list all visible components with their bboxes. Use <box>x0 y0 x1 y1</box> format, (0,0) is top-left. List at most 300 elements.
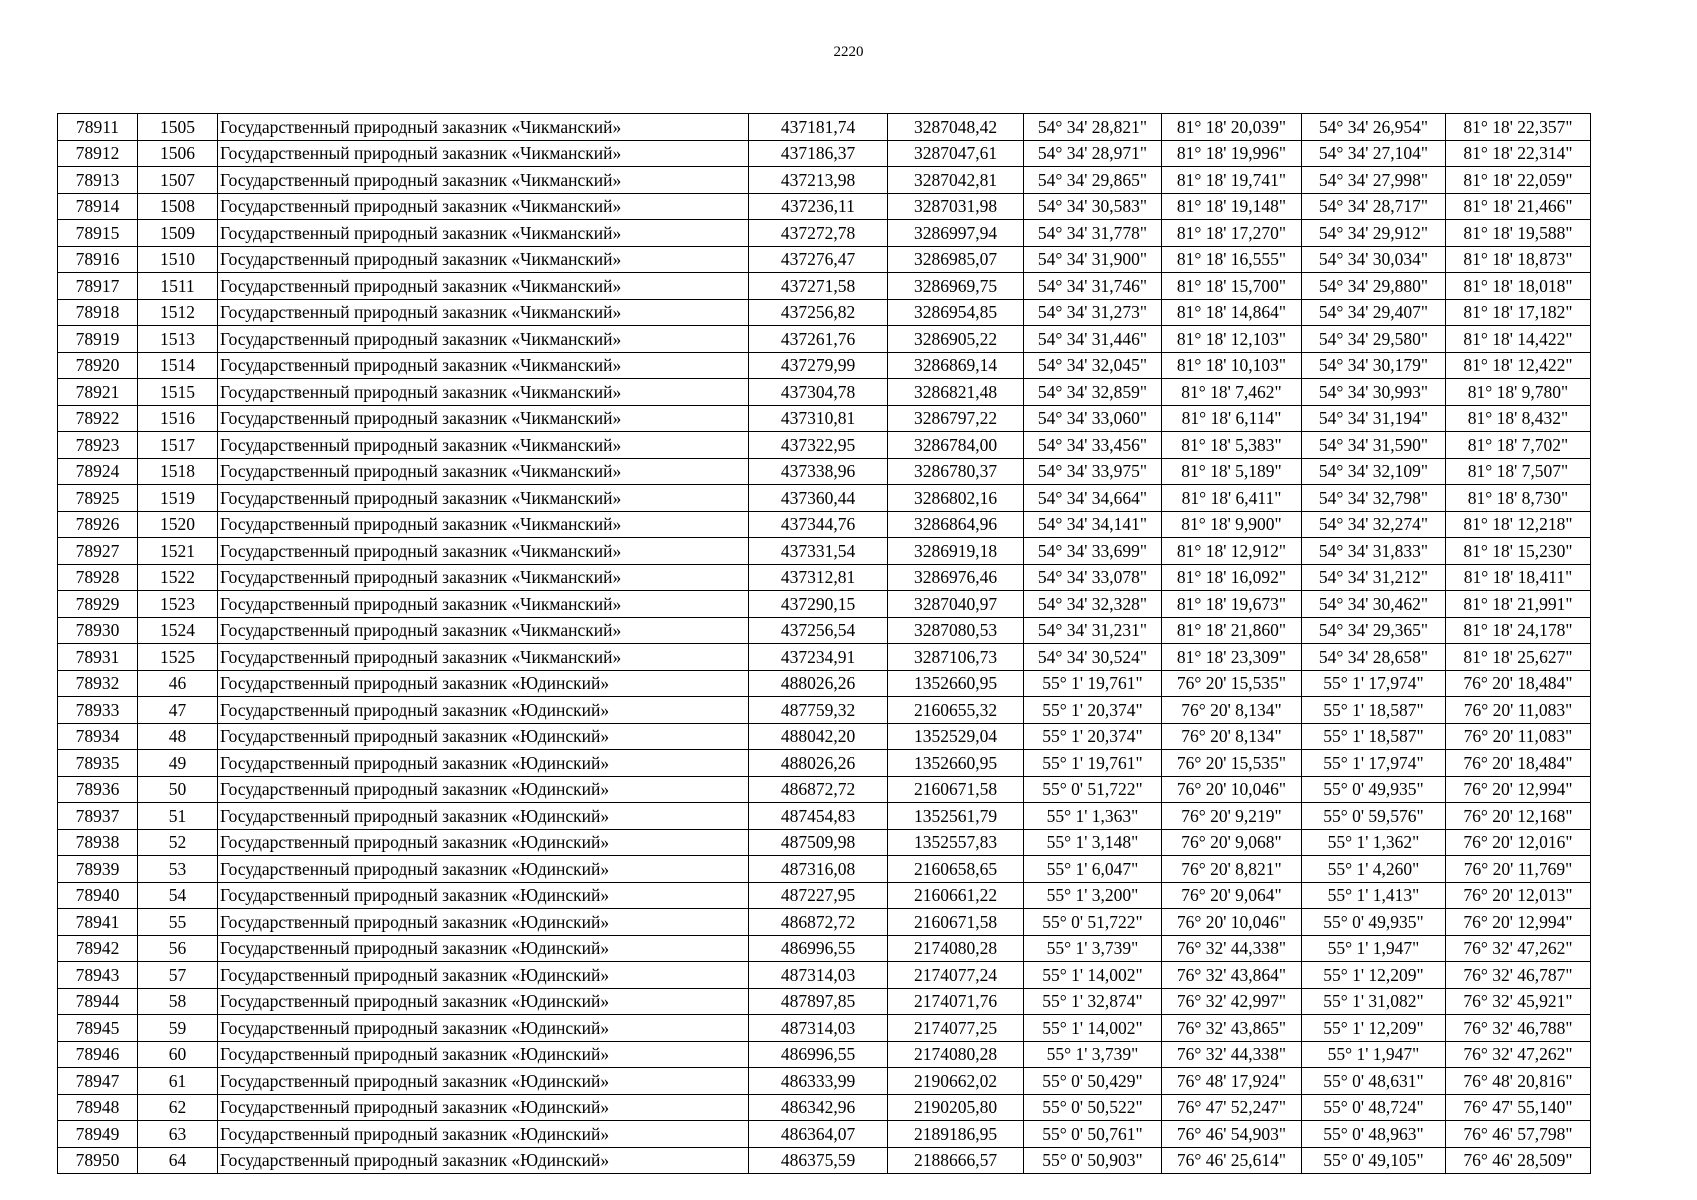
record-number-cell: 78930 <box>58 617 138 644</box>
latitude-1-cell: 54° 34' 30,524" <box>1024 644 1162 671</box>
page-number: 2220 <box>833 44 864 60</box>
y-coordinate-cell: 1352660,95 <box>888 670 1024 697</box>
x-coordinate-cell: 487314,03 <box>749 1015 888 1042</box>
latitude-2-cell: 54° 34' 30,179" <box>1302 352 1446 379</box>
latitude-1-cell: 54° 34' 33,060" <box>1024 405 1162 432</box>
longitude-2-cell: 81° 18' 9,780" <box>1446 379 1591 406</box>
point-number-cell: 61 <box>138 1068 218 1095</box>
table-row <box>58 299 1591 326</box>
latitude-1-cell: 54° 34' 28,821" <box>1024 114 1162 141</box>
longitude-2-cell: 76° 20' 12,013" <box>1446 882 1591 909</box>
x-coordinate-cell: 437338,96 <box>749 458 888 485</box>
point-number-cell: 49 <box>138 750 218 777</box>
latitude-2-cell: 55° 1' 1,413" <box>1302 882 1446 909</box>
record-number-cell: 78925 <box>58 485 138 512</box>
longitude-2-cell: 76° 20' 18,484" <box>1446 750 1591 777</box>
record-number-cell: 78927 <box>58 538 138 565</box>
latitude-1-cell: 54° 34' 31,746" <box>1024 273 1162 300</box>
table-row <box>58 405 1591 432</box>
longitude-2-cell: 76° 20' 12,994" <box>1446 909 1591 936</box>
territory-name-cell: Государственный природный заказник «Чикманский» <box>218 220 749 247</box>
record-number-cell: 78924 <box>58 458 138 485</box>
table-row <box>58 511 1591 538</box>
latitude-2-cell: 54° 34' 32,274" <box>1302 511 1446 538</box>
latitude-1-cell: 54° 34' 31,778" <box>1024 220 1162 247</box>
longitude-2-cell: 76° 32' 46,788" <box>1446 1015 1591 1042</box>
table-row <box>58 1068 1591 1095</box>
territory-name-cell: Государственный природный заказник «Чикманский» <box>218 352 749 379</box>
x-coordinate-cell: 437344,76 <box>749 511 888 538</box>
latitude-2-cell: 55° 1' 17,974" <box>1302 750 1446 777</box>
point-number-cell: 1508 <box>138 193 218 220</box>
longitude-1-cell: 76° 20' 8,134" <box>1162 723 1302 750</box>
record-number-cell: 78926 <box>58 511 138 538</box>
y-coordinate-cell: 2188666,57 <box>888 1147 1024 1174</box>
longitude-2-cell: 76° 32' 46,787" <box>1446 962 1591 989</box>
table-row <box>58 723 1591 750</box>
point-number-cell: 58 <box>138 988 218 1015</box>
table-row <box>58 1015 1591 1042</box>
record-number-cell: 78946 <box>58 1041 138 1068</box>
latitude-2-cell: 55° 1' 17,974" <box>1302 670 1446 697</box>
record-number-cell: 78920 <box>58 352 138 379</box>
longitude-1-cell: 81° 18' 15,700" <box>1162 273 1302 300</box>
latitude-1-cell: 55° 1' 14,002" <box>1024 1015 1162 1042</box>
table-row <box>58 856 1591 883</box>
y-coordinate-cell: 2160671,58 <box>888 909 1024 936</box>
x-coordinate-cell: 437271,58 <box>749 273 888 300</box>
longitude-2-cell: 76° 20' 11,083" <box>1446 723 1591 750</box>
point-number-cell: 64 <box>138 1147 218 1174</box>
territory-name-cell: Государственный природный заказник «Чикманский» <box>218 644 749 671</box>
y-coordinate-cell: 3287080,53 <box>888 617 1024 644</box>
y-coordinate-cell: 2160658,65 <box>888 856 1024 883</box>
point-number-cell: 1525 <box>138 644 218 671</box>
y-coordinate-cell: 1352557,83 <box>888 829 1024 856</box>
territory-name-cell: Государственный природный заказник «Юдинский» <box>218 962 749 989</box>
x-coordinate-cell: 437276,47 <box>749 246 888 273</box>
record-number-cell: 78922 <box>58 405 138 432</box>
latitude-2-cell: 55° 1' 31,082" <box>1302 988 1446 1015</box>
x-coordinate-cell: 486333,99 <box>749 1068 888 1095</box>
x-coordinate-cell: 437304,78 <box>749 379 888 406</box>
record-number-cell: 78947 <box>58 1068 138 1095</box>
longitude-1-cell: 76° 20' 8,821" <box>1162 856 1302 883</box>
point-number-cell: 1511 <box>138 273 218 300</box>
record-number-cell: 78932 <box>58 670 138 697</box>
x-coordinate-cell: 437279,99 <box>749 352 888 379</box>
point-number-cell: 1519 <box>138 485 218 512</box>
territory-name-cell: Государственный природный заказник «Чикманский» <box>218 299 749 326</box>
y-coordinate-cell: 3286969,75 <box>888 273 1024 300</box>
x-coordinate-cell: 437256,82 <box>749 299 888 326</box>
territory-name-cell: Государственный природный заказник «Чикманский» <box>218 564 749 591</box>
territory-name-cell: Государственный природный заказник «Чикманский» <box>218 485 749 512</box>
x-coordinate-cell: 437290,15 <box>749 591 888 618</box>
x-coordinate-cell: 486872,72 <box>749 909 888 936</box>
latitude-1-cell: 54° 34' 33,975" <box>1024 458 1162 485</box>
table-row <box>58 326 1591 353</box>
longitude-2-cell: 81° 18' 8,432" <box>1446 405 1591 432</box>
coordinates-table <box>57 113 1591 1174</box>
record-number-cell: 78912 <box>58 140 138 167</box>
latitude-2-cell: 54° 34' 30,993" <box>1302 379 1446 406</box>
y-coordinate-cell: 3286997,94 <box>888 220 1024 247</box>
record-number-cell: 78944 <box>58 988 138 1015</box>
latitude-1-cell: 54° 34' 33,078" <box>1024 564 1162 591</box>
point-number-cell: 59 <box>138 1015 218 1042</box>
record-number-cell: 78921 <box>58 379 138 406</box>
record-number-cell: 78929 <box>58 591 138 618</box>
longitude-1-cell: 81° 18' 17,270" <box>1162 220 1302 247</box>
table-row <box>58 114 1591 141</box>
x-coordinate-cell: 488026,26 <box>749 670 888 697</box>
territory-name-cell: Государственный природный заказник «Юдинский» <box>218 935 749 962</box>
table-row <box>58 538 1591 565</box>
x-coordinate-cell: 487897,85 <box>749 988 888 1015</box>
longitude-1-cell: 81° 18' 19,148" <box>1162 193 1302 220</box>
latitude-1-cell: 55° 0' 51,722" <box>1024 909 1162 936</box>
table-row <box>58 670 1591 697</box>
record-number-cell: 78950 <box>58 1147 138 1174</box>
latitude-2-cell: 55° 1' 18,587" <box>1302 723 1446 750</box>
territory-name-cell: Государственный природный заказник «Юдинский» <box>218 697 749 724</box>
y-coordinate-cell: 3287047,61 <box>888 140 1024 167</box>
longitude-1-cell: 76° 20' 10,046" <box>1162 909 1302 936</box>
territory-name-cell: Государственный природный заказник «Чикманский» <box>218 458 749 485</box>
territory-name-cell: Государственный природный заказник «Юдинский» <box>218 1041 749 1068</box>
longitude-1-cell: 81° 18' 19,673" <box>1162 591 1302 618</box>
longitude-2-cell: 76° 20' 12,168" <box>1446 803 1591 830</box>
x-coordinate-cell: 487314,03 <box>749 962 888 989</box>
latitude-1-cell: 55° 1' 3,739" <box>1024 1041 1162 1068</box>
latitude-2-cell: 54° 34' 31,212" <box>1302 564 1446 591</box>
x-coordinate-cell: 437181,74 <box>749 114 888 141</box>
y-coordinate-cell: 2174071,76 <box>888 988 1024 1015</box>
point-number-cell: 1521 <box>138 538 218 565</box>
longitude-1-cell: 81° 18' 7,462" <box>1162 379 1302 406</box>
y-coordinate-cell: 3286864,96 <box>888 511 1024 538</box>
table-row <box>58 379 1591 406</box>
table-row <box>58 750 1591 777</box>
longitude-1-cell: 81° 18' 5,383" <box>1162 432 1302 459</box>
x-coordinate-cell: 437186,37 <box>749 140 888 167</box>
point-number-cell: 1518 <box>138 458 218 485</box>
x-coordinate-cell: 437322,95 <box>749 432 888 459</box>
latitude-2-cell: 55° 0' 49,105" <box>1302 1147 1446 1174</box>
point-number-cell: 54 <box>138 882 218 909</box>
latitude-1-cell: 54° 34' 34,141" <box>1024 511 1162 538</box>
y-coordinate-cell: 3286985,07 <box>888 246 1024 273</box>
x-coordinate-cell: 437331,54 <box>749 538 888 565</box>
y-coordinate-cell: 3286954,85 <box>888 299 1024 326</box>
y-coordinate-cell: 3286905,22 <box>888 326 1024 353</box>
latitude-2-cell: 54° 34' 30,462" <box>1302 591 1446 618</box>
longitude-2-cell: 81° 18' 25,627" <box>1446 644 1591 671</box>
longitude-2-cell: 76° 20' 18,484" <box>1446 670 1591 697</box>
territory-name-cell: Государственный природный заказник «Юдинский» <box>218 1094 749 1121</box>
longitude-2-cell: 81° 18' 12,218" <box>1446 511 1591 538</box>
longitude-1-cell: 81° 18' 6,411" <box>1162 485 1302 512</box>
longitude-1-cell: 76° 20' 8,134" <box>1162 697 1302 724</box>
record-number-cell: 78919 <box>58 326 138 353</box>
territory-name-cell: Государственный природный заказник «Юдинский» <box>218 670 749 697</box>
table-body <box>58 114 1591 1174</box>
point-number-cell: 1507 <box>138 167 218 194</box>
longitude-2-cell: 76° 48' 20,816" <box>1446 1068 1591 1095</box>
record-number-cell: 78917 <box>58 273 138 300</box>
table-row <box>58 246 1591 273</box>
longitude-2-cell: 76° 20' 12,994" <box>1446 776 1591 803</box>
table-row <box>58 909 1591 936</box>
longitude-1-cell: 76° 32' 43,865" <box>1162 1015 1302 1042</box>
longitude-1-cell: 76° 32' 44,338" <box>1162 935 1302 962</box>
table-row <box>58 352 1591 379</box>
latitude-2-cell: 54° 34' 30,034" <box>1302 246 1446 273</box>
point-number-cell: 1505 <box>138 114 218 141</box>
record-number-cell: 78943 <box>58 962 138 989</box>
longitude-2-cell: 81° 18' 18,411" <box>1446 564 1591 591</box>
x-coordinate-cell: 487759,32 <box>749 697 888 724</box>
latitude-2-cell: 55° 0' 59,576" <box>1302 803 1446 830</box>
x-coordinate-cell: 486996,55 <box>749 1041 888 1068</box>
latitude-1-cell: 54° 34' 31,446" <box>1024 326 1162 353</box>
x-coordinate-cell: 437310,81 <box>749 405 888 432</box>
point-number-cell: 1523 <box>138 591 218 618</box>
territory-name-cell: Государственный природный заказник «Юдинский» <box>218 750 749 777</box>
territory-name-cell: Государственный природный заказник «Чикманский» <box>218 405 749 432</box>
latitude-2-cell: 55° 0' 49,935" <box>1302 909 1446 936</box>
record-number-cell: 78938 <box>58 829 138 856</box>
latitude-2-cell: 54° 34' 31,833" <box>1302 538 1446 565</box>
table-row <box>58 617 1591 644</box>
territory-name-cell: Государственный природный заказник «Юдинский» <box>218 1015 749 1042</box>
longitude-2-cell: 81° 18' 24,178" <box>1446 617 1591 644</box>
territory-name-cell: Государственный природный заказник «Чикманский» <box>218 114 749 141</box>
latitude-1-cell: 55° 0' 50,522" <box>1024 1094 1162 1121</box>
latitude-1-cell: 54° 34' 32,859" <box>1024 379 1162 406</box>
longitude-1-cell: 76° 46' 25,614" <box>1162 1147 1302 1174</box>
x-coordinate-cell: 486342,96 <box>749 1094 888 1121</box>
record-number-cell: 78928 <box>58 564 138 591</box>
table-row <box>58 167 1591 194</box>
latitude-2-cell: 54° 34' 32,798" <box>1302 485 1446 512</box>
longitude-2-cell: 81° 18' 15,230" <box>1446 538 1591 565</box>
latitude-2-cell: 54° 34' 31,194" <box>1302 405 1446 432</box>
latitude-1-cell: 54° 34' 32,045" <box>1024 352 1162 379</box>
point-number-cell: 1506 <box>138 140 218 167</box>
table-row <box>58 485 1591 512</box>
latitude-1-cell: 55° 0' 50,429" <box>1024 1068 1162 1095</box>
longitude-2-cell: 81° 18' 22,314" <box>1446 140 1591 167</box>
longitude-1-cell: 81° 18' 16,555" <box>1162 246 1302 273</box>
longitude-2-cell: 81° 18' 17,182" <box>1446 299 1591 326</box>
table-row <box>58 432 1591 459</box>
table-row <box>58 697 1591 724</box>
longitude-1-cell: 81° 18' 6,114" <box>1162 405 1302 432</box>
x-coordinate-cell: 486364,07 <box>749 1121 888 1148</box>
latitude-1-cell: 55° 1' 19,761" <box>1024 750 1162 777</box>
point-number-cell: 60 <box>138 1041 218 1068</box>
point-number-cell: 1524 <box>138 617 218 644</box>
record-number-cell: 78936 <box>58 776 138 803</box>
latitude-1-cell: 55° 0' 51,722" <box>1024 776 1162 803</box>
y-coordinate-cell: 3286802,16 <box>888 485 1024 512</box>
latitude-1-cell: 55° 1' 6,047" <box>1024 856 1162 883</box>
point-number-cell: 1516 <box>138 405 218 432</box>
latitude-2-cell: 54° 34' 32,109" <box>1302 458 1446 485</box>
longitude-2-cell: 76° 32' 47,262" <box>1446 935 1591 962</box>
longitude-1-cell: 76° 32' 44,338" <box>1162 1041 1302 1068</box>
latitude-1-cell: 54° 34' 31,273" <box>1024 299 1162 326</box>
point-number-cell: 53 <box>138 856 218 883</box>
record-number-cell: 78933 <box>58 697 138 724</box>
longitude-2-cell: 81° 18' 21,466" <box>1446 193 1591 220</box>
latitude-1-cell: 54° 34' 30,583" <box>1024 193 1162 220</box>
latitude-1-cell: 54° 34' 31,231" <box>1024 617 1162 644</box>
latitude-1-cell: 55° 1' 3,739" <box>1024 935 1162 962</box>
longitude-2-cell: 81° 18' 22,357" <box>1446 114 1591 141</box>
record-number-cell: 78923 <box>58 432 138 459</box>
latitude-1-cell: 55° 1' 1,363" <box>1024 803 1162 830</box>
territory-name-cell: Государственный природный заказник «Чикманский» <box>218 326 749 353</box>
table-row <box>58 776 1591 803</box>
latitude-1-cell: 55° 1' 20,374" <box>1024 697 1162 724</box>
latitude-2-cell: 54° 34' 31,590" <box>1302 432 1446 459</box>
longitude-1-cell: 81° 18' 16,092" <box>1162 564 1302 591</box>
territory-name-cell: Государственный природный заказник «Юдинский» <box>218 909 749 936</box>
latitude-1-cell: 55° 0' 50,761" <box>1024 1121 1162 1148</box>
record-number-cell: 78948 <box>58 1094 138 1121</box>
territory-name-cell: Государственный природный заказник «Юдинский» <box>218 723 749 750</box>
point-number-cell: 63 <box>138 1121 218 1148</box>
point-number-cell: 50 <box>138 776 218 803</box>
territory-name-cell: Государственный природный заказник «Юдинский» <box>218 1147 749 1174</box>
y-coordinate-cell: 1352561,79 <box>888 803 1024 830</box>
x-coordinate-cell: 437312,81 <box>749 564 888 591</box>
longitude-1-cell: 76° 48' 17,924" <box>1162 1068 1302 1095</box>
x-coordinate-cell: 437261,76 <box>749 326 888 353</box>
y-coordinate-cell: 3286919,18 <box>888 538 1024 565</box>
longitude-1-cell: 81° 18' 9,900" <box>1162 511 1302 538</box>
longitude-2-cell: 81° 18' 8,730" <box>1446 485 1591 512</box>
table-row <box>58 988 1591 1015</box>
y-coordinate-cell: 2160671,58 <box>888 776 1024 803</box>
y-coordinate-cell: 3286780,37 <box>888 458 1024 485</box>
territory-name-cell: Государственный природный заказник «Юдинский» <box>218 1121 749 1148</box>
table-row <box>58 1041 1591 1068</box>
table-row <box>58 273 1591 300</box>
table-row <box>58 1147 1591 1174</box>
x-coordinate-cell: 437213,98 <box>749 167 888 194</box>
longitude-1-cell: 81° 18' 10,103" <box>1162 352 1302 379</box>
y-coordinate-cell: 3286869,14 <box>888 352 1024 379</box>
latitude-2-cell: 54° 34' 29,912" <box>1302 220 1446 247</box>
y-coordinate-cell: 3287042,81 <box>888 167 1024 194</box>
longitude-1-cell: 76° 20' 9,068" <box>1162 829 1302 856</box>
latitude-2-cell: 55° 1' 1,947" <box>1302 935 1446 962</box>
longitude-1-cell: 81° 18' 5,189" <box>1162 458 1302 485</box>
y-coordinate-cell: 2174080,28 <box>888 935 1024 962</box>
longitude-2-cell: 81° 18' 7,507" <box>1446 458 1591 485</box>
territory-name-cell: Государственный природный заказник «Чикманский» <box>218 273 749 300</box>
longitude-1-cell: 76° 20' 15,535" <box>1162 750 1302 777</box>
longitude-2-cell: 76° 46' 28,509" <box>1446 1147 1591 1174</box>
latitude-1-cell: 55° 1' 19,761" <box>1024 670 1162 697</box>
latitude-1-cell: 55° 0' 50,903" <box>1024 1147 1162 1174</box>
y-coordinate-cell: 1352529,04 <box>888 723 1024 750</box>
y-coordinate-cell: 2190662,02 <box>888 1068 1024 1095</box>
latitude-1-cell: 54° 34' 33,456" <box>1024 432 1162 459</box>
x-coordinate-cell: 437256,54 <box>749 617 888 644</box>
latitude-2-cell: 55° 0' 48,631" <box>1302 1068 1446 1095</box>
y-coordinate-cell: 3286976,46 <box>888 564 1024 591</box>
point-number-cell: 1517 <box>138 432 218 459</box>
x-coordinate-cell: 486872,72 <box>749 776 888 803</box>
y-coordinate-cell: 2160661,22 <box>888 882 1024 909</box>
record-number-cell: 78916 <box>58 246 138 273</box>
table-row <box>58 803 1591 830</box>
y-coordinate-cell: 2174077,25 <box>888 1015 1024 1042</box>
y-coordinate-cell: 2174077,24 <box>888 962 1024 989</box>
territory-name-cell: Государственный природный заказник «Чикманский» <box>218 617 749 644</box>
x-coordinate-cell: 486375,59 <box>749 1147 888 1174</box>
longitude-2-cell: 81° 18' 19,588" <box>1446 220 1591 247</box>
point-number-cell: 56 <box>138 935 218 962</box>
table-row <box>58 644 1591 671</box>
table-row <box>58 882 1591 909</box>
record-number-cell: 78915 <box>58 220 138 247</box>
record-number-cell: 78941 <box>58 909 138 936</box>
longitude-1-cell: 76° 20' 15,535" <box>1162 670 1302 697</box>
point-number-cell: 48 <box>138 723 218 750</box>
point-number-cell: 55 <box>138 909 218 936</box>
latitude-2-cell: 55° 1' 12,209" <box>1302 1015 1446 1042</box>
x-coordinate-cell: 488042,20 <box>749 723 888 750</box>
y-coordinate-cell: 3287048,42 <box>888 114 1024 141</box>
record-number-cell: 78942 <box>58 935 138 962</box>
x-coordinate-cell: 437360,44 <box>749 485 888 512</box>
record-number-cell: 78931 <box>58 644 138 671</box>
record-number-cell: 78935 <box>58 750 138 777</box>
record-number-cell: 78945 <box>58 1015 138 1042</box>
table-row <box>58 193 1591 220</box>
latitude-2-cell: 54° 34' 28,717" <box>1302 193 1446 220</box>
latitude-1-cell: 54° 34' 34,664" <box>1024 485 1162 512</box>
latitude-2-cell: 54° 34' 26,954" <box>1302 114 1446 141</box>
longitude-1-cell: 76° 20' 10,046" <box>1162 776 1302 803</box>
longitude-1-cell: 76° 46' 54,903" <box>1162 1121 1302 1148</box>
latitude-2-cell: 55° 0' 49,935" <box>1302 776 1446 803</box>
longitude-2-cell: 76° 32' 45,921" <box>1446 988 1591 1015</box>
territory-name-cell: Государственный природный заказник «Чикманский» <box>218 511 749 538</box>
longitude-2-cell: 76° 20' 12,016" <box>1446 829 1591 856</box>
record-number-cell: 78939 <box>58 856 138 883</box>
table-row <box>58 140 1591 167</box>
longitude-2-cell: 76° 46' 57,798" <box>1446 1121 1591 1148</box>
y-coordinate-cell: 2189186,95 <box>888 1121 1024 1148</box>
latitude-2-cell: 54° 34' 28,658" <box>1302 644 1446 671</box>
y-coordinate-cell: 2160655,32 <box>888 697 1024 724</box>
territory-name-cell: Государственный природный заказник «Юдинский» <box>218 988 749 1015</box>
y-coordinate-cell: 2174080,28 <box>888 1041 1024 1068</box>
latitude-1-cell: 54° 34' 31,900" <box>1024 246 1162 273</box>
table-row <box>58 220 1591 247</box>
territory-name-cell: Государственный природный заказник «Юдинский» <box>218 856 749 883</box>
latitude-1-cell: 55° 1' 14,002" <box>1024 962 1162 989</box>
territory-name-cell: Государственный природный заказник «Чикманский» <box>218 140 749 167</box>
longitude-2-cell: 81° 18' 7,702" <box>1446 432 1591 459</box>
